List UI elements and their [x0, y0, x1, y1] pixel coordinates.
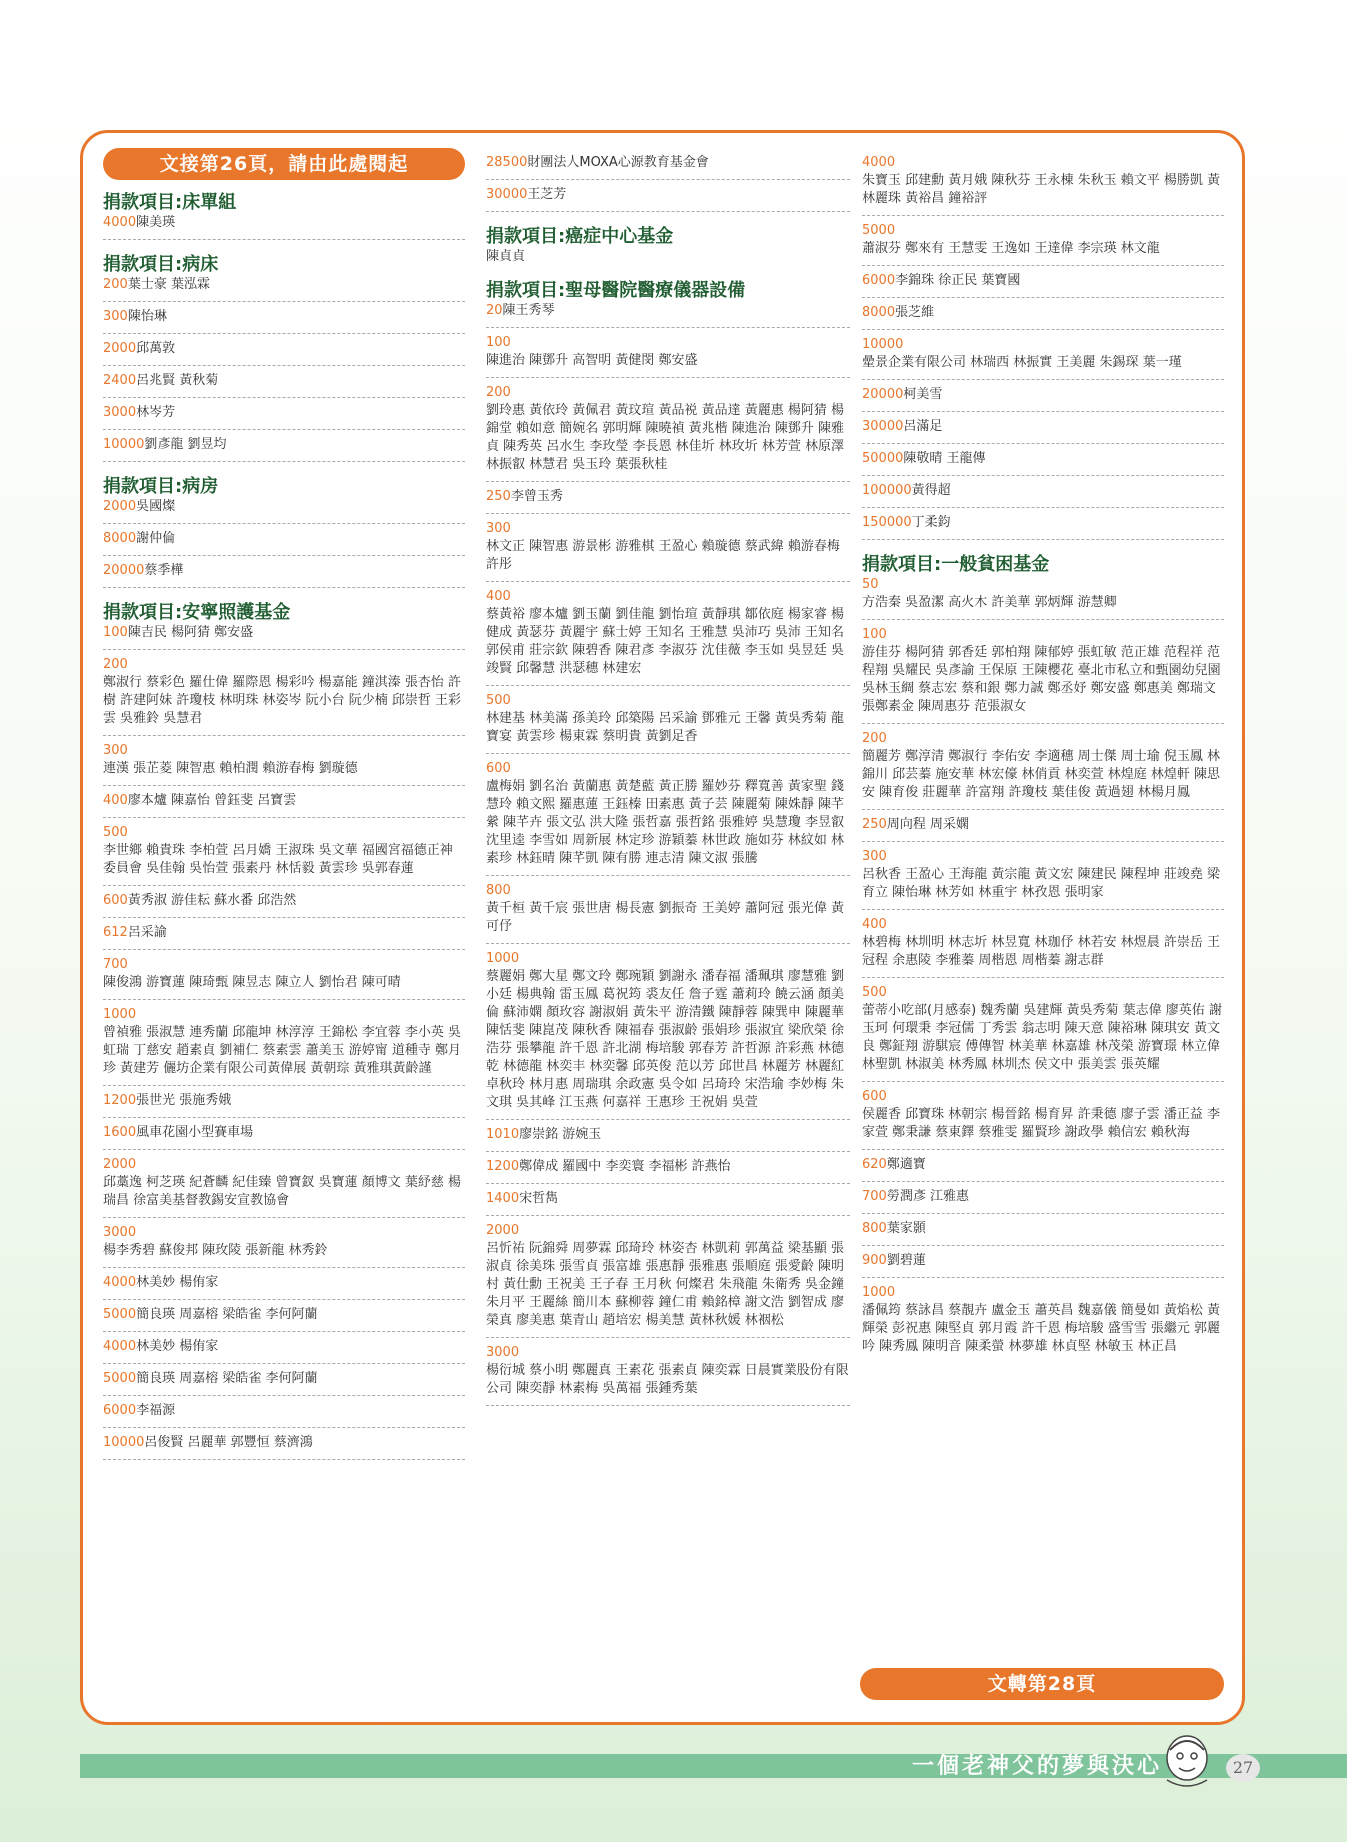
donation-entry: [862, 1182, 1224, 1214]
donor-names: 呂采諭: [127, 925, 167, 940]
donor-names: 宋哲雋: [519, 1191, 559, 1206]
donor-names: 葉家顥: [886, 1221, 926, 1236]
donation-section: [103, 254, 465, 462]
donor-names: 林碧梅 林圳明 林志圻 林昱寬 林珈伃 林若安 林煜晨 許崇岳 王冠程 余惠陵 李雅蓁 周楷恩 周楷蓁 謝志群: [862, 935, 1221, 968]
donation-amount: 700: [862, 1189, 887, 1204]
donation-amount: 800: [862, 1221, 887, 1236]
donation-entry: [103, 302, 465, 334]
donation-amount: 250: [862, 817, 887, 832]
donation-entry: [103, 1396, 465, 1428]
donation-amount: 8000: [862, 305, 896, 320]
donation-entry: [103, 950, 465, 1000]
donation-entry: [862, 266, 1224, 298]
donation-amount: 200: [103, 277, 128, 292]
donor-names: 連漢 張芷菱 陳智惠 賴柏潤 賴游春梅 劉璇德: [103, 761, 358, 776]
donation-entry: [862, 476, 1224, 508]
donor-names: 張芝維: [895, 305, 935, 320]
column-1: [103, 148, 465, 1474]
donor-names: 財團法人MOXA心源教育基金會: [527, 155, 709, 170]
donor-names: 林建基 林美滿 孫美玲 邱築陽 呂采諭 鄧雅元 王馨 黃吳秀菊 龍寶宴 黃雲珍 楊東霖 蔡明貴 黃劉足香: [486, 711, 845, 744]
donor-names: 陳敬晴 王龍傳: [903, 451, 986, 466]
donation-entry: [862, 1082, 1224, 1150]
donation-amount: 1010: [486, 1127, 520, 1142]
donation-entry: [862, 508, 1224, 540]
donor-names: 陳怡琳: [127, 309, 167, 324]
donation-entry: [103, 366, 465, 398]
donation-amount: 200: [103, 657, 128, 672]
donor-names: 陳吉民 楊阿猜 鄭安盛: [127, 625, 254, 640]
donation-amount: 500: [862, 985, 887, 1000]
donation-entry: [486, 1216, 850, 1338]
donation-amount: 2400: [103, 373, 137, 388]
donor-names: 曐景企業有限公司 林瑞西 林振實 王美麗 朱錫琛 葉一瑾: [862, 355, 1182, 370]
donation-entry: [103, 918, 465, 950]
donation-entry: [103, 886, 465, 918]
donor-names: 林岑芳: [136, 405, 176, 420]
donor-names: 張世光 張施秀娥: [136, 1093, 232, 1108]
donation-amount: 2000: [103, 1157, 137, 1172]
column-2: [486, 148, 850, 1420]
donor-names: 柯美雪: [903, 387, 943, 402]
donation-amount: 100: [862, 627, 887, 642]
donation-amount: 100: [103, 625, 128, 640]
donation-section: [103, 602, 465, 1460]
donation-amount: 100000: [862, 483, 912, 498]
donation-amount: 300: [486, 521, 511, 536]
donor-names: 蕾蒂小吃部(月感泰) 魏秀蘭 吳建輝 黃吳秀菊 葉志偉 廖英佑 謝玉珂 何環秉 李冠儒 丁秀雲 翁志明 陳天意 陳裕琳 陳琪安 黃文良 鄭鉦翔 游騏宸 傅傳智 林美華 林嘉雄 林茂榮 游寶璟 林立偉 林聖凱 林淑美 林秀鳳 林圳杰 侯文中 張美雲 張英耀: [862, 1003, 1222, 1072]
donor-names: 劉玲惠 黃依玲 黃佩君 黃玟瑄 黃品裞 黃品達 黃麗惠 楊阿猜 楊錦堂 賴如意 簡婉名 郭明輝 陳曉禎 黃兆楷 陳進治 陳鄧升 陳雅貞 陳秀英 呂水生 李玫瑩 李長恩 林佳圻 林玫圻 林芳萱 林原澤 林振叡 林慧君 吳玉玲 葉張秋桂: [486, 403, 845, 472]
donation-entry: [103, 818, 465, 886]
donation-amount: 1200: [103, 1093, 137, 1108]
donation-entry: [862, 216, 1224, 266]
donation-entry: [862, 412, 1224, 444]
donor-names: 陳俊鴻 游寶蓮 陳琦甄 陳昱志 陳立人 劉怡君 陳可晴: [103, 975, 401, 990]
donation-amount: 3000: [103, 405, 137, 420]
donation-amount: 50000: [862, 451, 904, 466]
donation-section: [486, 226, 850, 266]
donation-amount: 500: [486, 693, 511, 708]
donor-names: 陳美瑛: [136, 215, 176, 230]
donation-entry: [486, 1152, 850, 1184]
donation-amount: 20: [486, 303, 503, 318]
donation-entry: [103, 1086, 465, 1118]
donor-names: 邱萬敦: [136, 341, 176, 356]
donation-entry: [862, 1278, 1224, 1363]
donation-amount: 600: [862, 1089, 887, 1104]
continued-on-banner: 文轉第28頁: [860, 1668, 1224, 1700]
donor-names: 蔡麗娟 鄭大星 鄭文玲 鄭琬穎 劉謝永 潘春福 潘珮琪 廖慧雅 劉小廷 楊典翰 雷玉鳳 葛祝筠 裘友任 詹子霆 蕭莉玲 饒云涵 顏美倫 蘇沛嫻 顏玫容 謝淑娟 黃朱平 游清鐵 陳靜蓉 陳巽申 陳麗華 陳恬斐 陳崑茂 陳秋香 陳福春 張淑齡 張娟珍 張淑宜 梁欣榮 徐浩芬 張攀龍 許千恩 許北湖 梅培駿 郭春芳 許哲源 許彩燕 林德乾 林德龍 林奕丰 林奕馨 邱英俊 范以芳 邱世昌 林麗芳 林麗紅 卓秋玲 林月惠 周瑞琪 余政憲 吳令如 呂琦玲 宋浩瑜 李妙梅 朱文琪 吳其峰 江玉燕 何嘉祥 王惠珍 王祝娟 吳萱: [486, 969, 845, 1110]
donor-names: 林文正 陳智惠 游景彬 游雅棋 王盈心 賴璇德 蔡武緯 賴游春梅 許彤: [486, 539, 840, 572]
donor-names: 蔡黃裕 廖本爐 劉玉蘭 劉佳龍 劉怡瑄 黃靜琪 鄒依庭 楊家睿 楊健成 黃瑟芬 黃麗宇 蘇士婷 王知名 王雅慧 吳沛巧 吳沛 王知名 郭侯甫 莊宗欽 陳碧香 陳君彥 李淑芬 沈佳薇 李玉如 吳昱廷 吳竣賢 邱馨慧 洪瑟穗 林建宏: [486, 607, 845, 676]
donation-amount: 20000: [103, 563, 145, 578]
section-heading: 捐款項目:安寧照護基金: [103, 602, 291, 623]
donor-names: 呂滿足: [903, 419, 943, 434]
donor-names: 林美妙 楊侑家: [136, 1275, 219, 1290]
donor-names: 方浩秦 吳盈潔 高火木 許美華 郭炳輝 游慧卿: [862, 595, 1117, 610]
donor-names: 黃秀淑 游佳耘 蘇水番 邱浩然: [127, 893, 297, 908]
donor-names: 簡麗芳 鄭淳清 鄭淑行 李佑安 李適穗 周士傑 周士瑜 倪玉鳳 林錦川 邱芸蓁 施安華 林宏儫 林俏貢 林奕萱 林煌庭 林煌軒 陳思安 陳育俊 莊麗華 許富翔 許瓊枝 葉佳俊 黃過翅 林楊月鳳: [862, 749, 1221, 800]
donation-entry: [486, 328, 850, 378]
donation-entry: [486, 514, 850, 582]
donation-amount: 100: [486, 335, 511, 350]
donation-amount: 1000: [862, 1285, 896, 1300]
donation-amount: 5000: [103, 1371, 137, 1386]
donation-entry: [862, 978, 1224, 1082]
donation-entry: [103, 1332, 465, 1364]
donation-amount: 1400: [486, 1191, 520, 1206]
donation-amount: 30000: [862, 419, 904, 434]
donation-amount: 1000: [486, 951, 520, 966]
donation-section: [486, 280, 850, 1406]
donation-amount: 300: [103, 309, 128, 324]
donation-entry: [103, 276, 465, 302]
continued-from-banner: 文接第26頁，請由此處閱起: [103, 148, 465, 180]
donation-entry: [862, 1214, 1224, 1246]
donation-entry: [486, 876, 850, 944]
donation-amount: 4000: [103, 1339, 137, 1354]
donation-amount: 5000: [103, 1307, 137, 1322]
donation-entry: [486, 754, 850, 876]
donation-entry: [103, 430, 465, 462]
donation-amount: 2000: [486, 1223, 520, 1238]
donor-names: 蕭淑芬 鄭來有 王慧雯 王逸如 王達偉 李宗瑛 林文龍: [862, 241, 1160, 256]
page-number: 27: [1226, 1754, 1260, 1782]
donation-amount: 200: [862, 731, 887, 746]
donor-names: 邱藁逸 柯芝瑛 紀蒼麟 紀佳臻 曾寶釵 吳寶蓮 顏博文 葉紓慈 楊瑞昌 徐富美基督教錫安宣教協會: [103, 1175, 462, 1208]
donation-entry: [103, 650, 465, 736]
donation-entry: [862, 724, 1224, 810]
donation-amount: 10000: [862, 337, 904, 352]
donation-amount: 30000: [486, 187, 528, 202]
donation-amount: 500: [103, 825, 128, 840]
donor-names: 黃得超: [911, 483, 951, 498]
donation-entry: [103, 1118, 465, 1150]
donor-names: 盧梅娟 劉名治 黃蘭惠 黃楚藍 黃正勝 羅妙芬 釋寬善 黃家聖 錢慧玲 賴文熙 羅惠蓮 王鈺榛 田素惠 黃子芸 陳麗菊 陳姝靜 陳芊縈 陳芊卉 張文弘 洪大隆 張哲嘉 張哲銘 張雅婷 吳慧瓊 李昱叡 沈里逵 李雪如 周新展 林定珍 游穎蓁 林世政 施如芬 林紋如 林素珍 林鈺晴 陳芊凱 陳有勝 連志清 陳文淑 張騰: [486, 779, 845, 866]
donor-names: 呂忻祐 阮錦舜 周夢霖 邱琦玲 林姿杏 林凱莉 郭萬益 梁基顯 張淑貞 徐美珠 張雪貞 張富雄 張惠靜 張雅惠 張順庭 張愛齡 陳明村 黃仕勳 王祝美 王子春 王月秋 何燦君 朱飛龍 朱衛秀 吳金鐘 朱月平 王麗絲 簡川本 蘇柳蓉 鐘仁甫 賴銘樟 謝文浩 劉智成 廖榮真 廖美惠 葉青山 趙培宏 楊美慧 黃林秋媛 林裀松: [486, 1241, 845, 1328]
donor-names: 風車花園小型賽車場: [136, 1125, 254, 1140]
donation-amount: 700: [103, 957, 128, 972]
donation-section: [103, 476, 465, 588]
donor-names: 李曾玉秀: [510, 489, 563, 504]
donation-amount: 20000: [862, 387, 904, 402]
donation-entry: [103, 1364, 465, 1396]
donor-names: 楊衍城 蔡小明 鄭麗真 王素花 張素貞 陳奕霖 日晨實業股份有限公司 陳奕靜 林素梅 吳萬福 張鍾秀葉: [486, 1363, 849, 1396]
donation-amount: 1000: [103, 1007, 137, 1022]
donor-names: 劉碧蓮: [886, 1253, 926, 1268]
donation-entry: [862, 620, 1224, 724]
donor-names: 謝仲倫: [136, 531, 176, 546]
donor-names: 劉彥龍 劉昱均: [144, 437, 227, 452]
donor-names: 陳進治 陳鄧升 高智明 黃健閔 鄭安盛: [486, 353, 698, 368]
donation-amount: 10000: [103, 437, 145, 452]
donor-names: 周向程 周采嫻: [886, 817, 969, 832]
donation-entry: [486, 180, 850, 212]
donation-entry: [862, 1150, 1224, 1182]
donation-amount: 600: [103, 893, 128, 908]
donation-entry: [862, 910, 1224, 978]
section-heading: 捐款項目:癌症中心基金: [486, 226, 674, 247]
donor-names: 朱寶玉 邱建勳 黃月娥 陳秋芬 王永棟 朱秋玉 賴文平 楊勝凱 黃林麗珠 黃裕昌 鐘裕評: [862, 173, 1221, 206]
donation-entry: [486, 148, 850, 180]
donation-amount: 800: [486, 883, 511, 898]
footer-slogan: 一個老神父的夢與決心: [911, 1753, 1162, 1779]
donation-amount: 620: [862, 1157, 887, 1172]
donation-amount: 6000: [103, 1403, 137, 1418]
column-3: [862, 148, 1224, 1377]
priest-portrait-icon: [1152, 1730, 1222, 1790]
donation-entry: [862, 1246, 1224, 1278]
donor-names: 廖崇銘 游婉玉: [519, 1127, 602, 1142]
donation-amount: 400: [862, 917, 887, 932]
donor-names: 勞潤彥 江雅惠: [886, 1189, 969, 1204]
donation-entry: [103, 524, 465, 556]
donor-names: 陳貞貞: [486, 249, 526, 264]
section-heading: 捐款項目:病房: [103, 476, 219, 497]
donation-entry: [486, 944, 850, 1120]
donation-amount: 200: [486, 385, 511, 400]
section-heading: 捐款項目:一般貧困基金: [862, 554, 1050, 575]
donor-names: 吳國燦: [136, 499, 176, 514]
donor-names: 侯麗香 邱寶珠 林朝宗 楊晉銘 楊育昇 許秉德 廖子雲 潘正益 李家萱 鄭秉謙 蔡東鐸 蔡雅雯 羅賢珍 謝政學 賴信宏 賴秋海: [862, 1107, 1221, 1140]
donation-entry: [103, 736, 465, 786]
donation-entry: [486, 582, 850, 686]
donation-section: [486, 148, 850, 212]
donation-entry: [103, 214, 465, 240]
donation-entry: [486, 302, 850, 328]
donation-entry: [486, 1120, 850, 1152]
donation-entry: [486, 1338, 850, 1406]
column-3-body: [862, 148, 1224, 1363]
donation-amount: 28500: [486, 155, 528, 170]
donation-entry: [103, 398, 465, 430]
donor-names: 曾禎雅 張淑慧 連秀蘭 邱龍坤 林淳淳 王錦松 李宜蓉 李小英 吳虹瑞 丁慈安 趙素貞 劉補仁 蔡素雲 蕭美玉 游婷甯 道種寺 鄭月珍 黃建芳 儷坊企業有限公司黃偉展 黃朝琮 黃雅琪黃齡謹: [103, 1025, 462, 1076]
donor-names: 李福源: [136, 1403, 176, 1418]
donation-amount: 4000: [103, 1275, 137, 1290]
donor-names: 鄭適寶: [886, 1157, 926, 1172]
donation-entry: [103, 334, 465, 366]
donor-names: 簡良瑛 周嘉榕 梁皓雀 李何阿蘭: [136, 1307, 318, 1322]
donation-amount: 600: [486, 761, 511, 776]
donation-entry: [486, 482, 850, 514]
donation-section: [862, 148, 1224, 540]
donation-entry: [103, 1000, 465, 1086]
donor-names: 陳王秀琴: [502, 303, 555, 318]
donation-entry: [862, 298, 1224, 330]
donation-entry: [103, 556, 465, 588]
donation-amount: 1200: [486, 1159, 520, 1174]
donation-entry: [486, 378, 850, 482]
donation-entry: [486, 686, 850, 754]
donation-amount: 4000: [103, 215, 137, 230]
donation-amount: 2000: [103, 499, 137, 514]
donation-entry: [103, 1268, 465, 1300]
donor-names: 潘佩筠 蔡詠昌 蔡靚卉 盧金玉 蕭英昌 魏嘉儀 簡曼如 黃焰松 黃輝榮 彭祝惠 陳堅貞 郭月霞 許千恩 梅培駿 盛雪雪 張繼元 郭麗吟 陳秀鳳 陳明音 陳柔螢 林夢雄 林貞堅 林敏玉 林正昌: [862, 1303, 1221, 1354]
donation-entry: [103, 1218, 465, 1268]
donation-entry: [103, 1150, 465, 1218]
donation-amount: 3000: [486, 1345, 520, 1360]
donation-entry: [103, 624, 465, 650]
donation-amount: 300: [103, 743, 128, 758]
donor-names: 蔡季樺: [144, 563, 184, 578]
donor-names: 簡良瑛 周嘉榕 梁皓雀 李何阿蘭: [136, 1371, 318, 1386]
donation-amount: 300: [862, 849, 887, 864]
donor-names: 鄭偉成 羅國中 李奕寰 李福彬 許燕怡: [519, 1159, 731, 1174]
donation-entry: [862, 444, 1224, 476]
donor-names: 李世鄉 賴貴珠 李柏萱 呂月嬌 王淑珠 吳文華 福國宮福德正神委員會 吳佳翰 吳怡萱 張素丹 林恬毅 黃雲珍 吳郭春蓮: [103, 843, 453, 876]
donation-section: [862, 554, 1224, 1363]
donation-amount: 900: [862, 1253, 887, 1268]
donor-names: 呂秋香 王盈心 王海龍 黃宗龍 黃文宏 陳建民 陳程坤 莊竣堯 梁育立 陳怡琳 林芳如 林重宇 林孜恩 張明家: [862, 867, 1221, 900]
donation-entry: [862, 576, 1224, 620]
donation-entry: [862, 380, 1224, 412]
donation-entry: [862, 810, 1224, 842]
donation-amount: 5000: [862, 223, 896, 238]
donation-amount: 8000: [103, 531, 137, 546]
donation-amount: 400: [486, 589, 511, 604]
donation-entry: [862, 148, 1224, 216]
donation-amount: 400: [103, 793, 128, 808]
donor-names: 丁柔鈞: [911, 515, 951, 530]
column-2-body: [486, 148, 850, 1406]
column-1-body: [103, 192, 465, 1460]
donor-names: 林美妙 楊侑家: [136, 1339, 219, 1354]
donor-names: 王芝芳: [527, 187, 567, 202]
donation-amount: 3000: [103, 1225, 137, 1240]
donation-entry: [103, 1428, 465, 1460]
donor-names: 呂俊賢 呂麗華 郭豐恒 蔡濟鴻: [144, 1435, 313, 1450]
donation-entry: [103, 498, 465, 524]
donor-names: 呂兆賢 黃秋菊: [136, 373, 219, 388]
section-heading: 捐款項目:聖母醫院醫療儀器設備: [486, 280, 746, 301]
donation-amount: 612: [103, 925, 128, 940]
donation-entry: [862, 330, 1224, 380]
section-heading: 捐款項目:病床: [103, 254, 219, 275]
donation-amount: 10000: [103, 1435, 145, 1450]
donation-amount: 6000: [862, 273, 896, 288]
donor-names: 李錦珠 徐正民 葉寶國: [895, 273, 1021, 288]
donation-amount: 150000: [862, 515, 912, 530]
donation-section: [103, 192, 465, 240]
donation-entry: [103, 786, 465, 818]
donation-amount: 2000: [103, 341, 137, 356]
donation-amount: 50: [862, 577, 879, 592]
donation-entry: [103, 1300, 465, 1332]
donation-amount: 4000: [862, 155, 896, 170]
donor-names: 鄭淑行 蔡彩色 羅仕偉 羅際恩 楊彩吟 楊嘉能 鐘淇溱 張杏怡 許樹 許建阿妹 許瓊枝 林明珠 林姿岑 阮小台 阮少楠 邱崇哲 王彩雲 吳雅鈴 吳慧君: [103, 675, 462, 726]
donation-amount: 1600: [103, 1125, 137, 1140]
donation-entry: [486, 1184, 850, 1216]
donor-names: 廖本爐 陳嘉怡 曾鈺斐 呂寶雲: [127, 793, 297, 808]
section-heading: 捐款項目:床單組: [103, 192, 237, 213]
donation-entry: [862, 842, 1224, 910]
donor-names: 葉士豪 葉泓霖: [127, 277, 210, 292]
donor-names: 游佳芬 楊阿猜 郭香廷 郭柏翔 陳郁婷 張虹敏 范正雄 范程祥 范程翔 吳耀民 吳彥諭 王保原 王陳櫻花 臺北市私立和甄園幼兒園 吳林玉綢 蔡志宏 蔡和銀 鄭力誠 鄭丞妤 鄭安盛 鄭惠美 鄭瑞文 張鄭素金 陳周惠芬 范張淑女: [862, 645, 1221, 714]
donor-names: 楊李秀碧 蘇俊邦 陳玫陵 張新龍 林秀鈴: [103, 1243, 328, 1258]
donor-names: 黃千桓 黃千宸 張世唐 楊長憲 劉振奇 王美婷 蕭阿冠 張光偉 黃可伃: [486, 901, 845, 934]
donation-amount: 250: [486, 489, 511, 504]
